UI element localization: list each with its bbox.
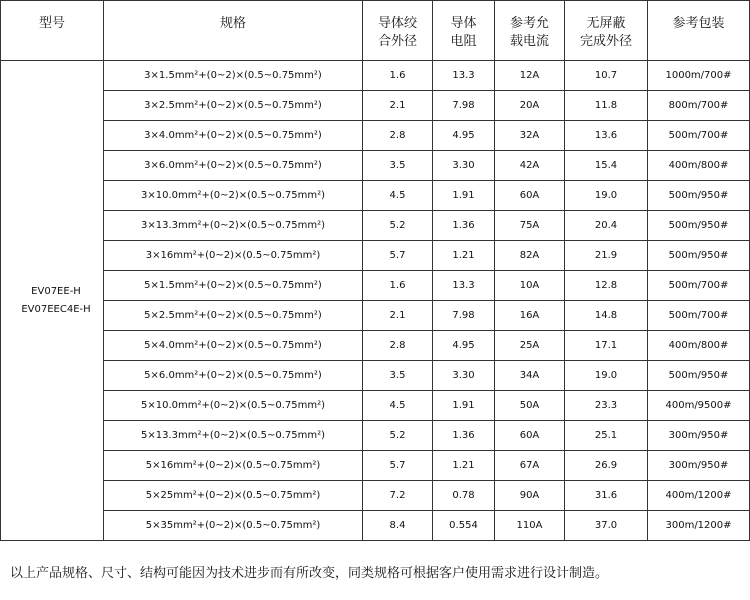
header-packaging: 参考包装 bbox=[648, 1, 750, 61]
header-spec: 规格 bbox=[104, 1, 363, 61]
table-row bbox=[1, 271, 750, 301]
spec-cell: 3×2.5mm²+(0~2)×(0.5~0.75mm²) bbox=[104, 91, 363, 121]
spec-cell: 3×16mm²+(0~2)×(0.5~0.75mm²) bbox=[104, 241, 363, 271]
spec-cell: 5×25mm²+(0~2)×(0.5~0.75mm²) bbox=[104, 481, 363, 511]
packaging-cell: 500m/950# bbox=[648, 211, 750, 241]
conductor-od-cell: 4.5 bbox=[363, 181, 433, 211]
packaging-cell: 300m/950# bbox=[648, 451, 750, 481]
table-row bbox=[1, 61, 750, 91]
packaging-cell: 800m/700# bbox=[648, 91, 750, 121]
conductor-od-cell: 5.2 bbox=[363, 211, 433, 241]
table-row bbox=[1, 421, 750, 451]
footnote: 以上产品规格、尺寸、结构可能因为技术进步而有所改变，同类规格可根据客户使用需求进行设计制造。 bbox=[10, 566, 609, 581]
resistance-cell: 1.21 bbox=[433, 451, 495, 481]
packaging-cell: 500m/700# bbox=[648, 121, 750, 151]
current-cell: 34A bbox=[495, 361, 565, 391]
current-cell: 60A bbox=[495, 181, 565, 211]
resistance-cell: 1.21 bbox=[433, 241, 495, 271]
resistance-cell: 13.3 bbox=[433, 61, 495, 91]
header-model: 型号 bbox=[1, 1, 104, 61]
spec-cell: 5×10.0mm²+(0~2)×(0.5~0.75mm²) bbox=[104, 391, 363, 421]
resistance-cell: 7.98 bbox=[433, 91, 495, 121]
conductor-od-cell: 4.5 bbox=[363, 391, 433, 421]
resistance-cell: 1.91 bbox=[433, 181, 495, 211]
current-cell: 60A bbox=[495, 421, 565, 451]
outer-diameter-cell: 31.6 bbox=[565, 481, 648, 511]
outer-diameter-cell: 37.0 bbox=[565, 511, 648, 541]
table-row bbox=[1, 211, 750, 241]
spec-cell: 3×6.0mm²+(0~2)×(0.5~0.75mm²) bbox=[104, 151, 363, 181]
current-cell: 75A bbox=[495, 211, 565, 241]
conductor-od-cell: 2.1 bbox=[363, 301, 433, 331]
header-conductor-od: 导体绞 合外径 bbox=[363, 1, 433, 61]
current-cell: 82A bbox=[495, 241, 565, 271]
outer-diameter-cell: 17.1 bbox=[565, 331, 648, 361]
conductor-od-cell: 2.8 bbox=[363, 121, 433, 151]
model-cell: EV07EE-H EV07EEC4E-H bbox=[1, 61, 104, 541]
packaging-cell: 400m/800# bbox=[648, 331, 750, 361]
current-cell: 110A bbox=[495, 511, 565, 541]
current-cell: 32A bbox=[495, 121, 565, 151]
conductor-od-cell: 2.1 bbox=[363, 91, 433, 121]
resistance-cell: 4.95 bbox=[433, 121, 495, 151]
conductor-od-cell: 8.4 bbox=[363, 511, 433, 541]
current-cell: 10A bbox=[495, 271, 565, 301]
resistance-cell: 1.36 bbox=[433, 211, 495, 241]
table-row bbox=[1, 181, 750, 211]
conductor-od-cell: 3.5 bbox=[363, 361, 433, 391]
spec-cell: 5×16mm²+(0~2)×(0.5~0.75mm²) bbox=[104, 451, 363, 481]
current-cell: 50A bbox=[495, 391, 565, 421]
resistance-cell: 13.3 bbox=[433, 271, 495, 301]
conductor-od-cell: 1.6 bbox=[363, 271, 433, 301]
current-cell: 42A bbox=[495, 151, 565, 181]
table-row bbox=[1, 391, 750, 421]
outer-diameter-cell: 13.6 bbox=[565, 121, 648, 151]
resistance-cell: 0.554 bbox=[433, 511, 495, 541]
spec-cell: 5×35mm²+(0~2)×(0.5~0.75mm²) bbox=[104, 511, 363, 541]
outer-diameter-cell: 26.9 bbox=[565, 451, 648, 481]
table-row bbox=[1, 241, 750, 271]
spec-cell: 3×4.0mm²+(0~2)×(0.5~0.75mm²) bbox=[104, 121, 363, 151]
table-row bbox=[1, 451, 750, 481]
outer-diameter-cell: 12.8 bbox=[565, 271, 648, 301]
current-cell: 12A bbox=[495, 61, 565, 91]
packaging-cell: 300m/1200# bbox=[648, 511, 750, 541]
resistance-cell: 3.30 bbox=[433, 361, 495, 391]
packaging-cell: 300m/950# bbox=[648, 421, 750, 451]
outer-diameter-cell: 15.4 bbox=[565, 151, 648, 181]
spec-cell: 5×2.5mm²+(0~2)×(0.5~0.75mm²) bbox=[104, 301, 363, 331]
table-row bbox=[1, 331, 750, 361]
conductor-od-cell: 7.2 bbox=[363, 481, 433, 511]
conductor-od-cell: 2.8 bbox=[363, 331, 433, 361]
table-row bbox=[1, 481, 750, 511]
conductor-od-cell: 5.7 bbox=[363, 241, 433, 271]
current-cell: 67A bbox=[495, 451, 565, 481]
current-cell: 25A bbox=[495, 331, 565, 361]
table-body bbox=[1, 61, 750, 541]
outer-diameter-cell: 20.4 bbox=[565, 211, 648, 241]
header-unshielded-od: 无屏蔽 完成外径 bbox=[565, 1, 648, 61]
spec-cell: 5×13.3mm²+(0~2)×(0.5~0.75mm²) bbox=[104, 421, 363, 451]
packaging-cell: 1000m/700# bbox=[648, 61, 750, 91]
resistance-cell: 1.91 bbox=[433, 391, 495, 421]
spec-cell: 5×6.0mm²+(0~2)×(0.5~0.75mm²) bbox=[104, 361, 363, 391]
conductor-od-cell: 5.7 bbox=[363, 451, 433, 481]
conductor-od-cell: 3.5 bbox=[363, 151, 433, 181]
outer-diameter-cell: 10.7 bbox=[565, 61, 648, 91]
outer-diameter-cell: 14.8 bbox=[565, 301, 648, 331]
packaging-cell: 500m/950# bbox=[648, 361, 750, 391]
current-cell: 90A bbox=[495, 481, 565, 511]
resistance-cell: 4.95 bbox=[433, 331, 495, 361]
header-resistance: 导体 电阻 bbox=[433, 1, 495, 61]
packaging-cell: 500m/700# bbox=[648, 301, 750, 331]
packaging-cell: 500m/950# bbox=[648, 241, 750, 271]
packaging-cell: 400m/1200# bbox=[648, 481, 750, 511]
packaging-cell: 400m/800# bbox=[648, 151, 750, 181]
conductor-od-cell: 1.6 bbox=[363, 61, 433, 91]
table-row bbox=[1, 91, 750, 121]
packaging-cell: 400m/9500# bbox=[648, 391, 750, 421]
outer-diameter-cell: 11.8 bbox=[565, 91, 648, 121]
resistance-cell: 1.36 bbox=[433, 421, 495, 451]
outer-diameter-cell: 19.0 bbox=[565, 361, 648, 391]
header-row bbox=[1, 1, 750, 61]
table-row bbox=[1, 301, 750, 331]
resistance-cell: 3.30 bbox=[433, 151, 495, 181]
table-row bbox=[1, 151, 750, 181]
resistance-cell: 7.98 bbox=[433, 301, 495, 331]
spec-cell: 5×4.0mm²+(0~2)×(0.5~0.75mm²) bbox=[104, 331, 363, 361]
current-cell: 16A bbox=[495, 301, 565, 331]
packaging-cell: 500m/950# bbox=[648, 181, 750, 211]
conductor-od-cell: 5.2 bbox=[363, 421, 433, 451]
spec-cell: 5×1.5mm²+(0~2)×(0.5~0.75mm²) bbox=[104, 271, 363, 301]
outer-diameter-cell: 21.9 bbox=[565, 241, 648, 271]
resistance-cell: 0.78 bbox=[433, 481, 495, 511]
header-current: 参考允 载电流 bbox=[495, 1, 565, 61]
spec-cell: 3×13.3mm²+(0~2)×(0.5~0.75mm²) bbox=[104, 211, 363, 241]
outer-diameter-cell: 23.3 bbox=[565, 391, 648, 421]
outer-diameter-cell: 19.0 bbox=[565, 181, 648, 211]
spec-cell: 3×10.0mm²+(0~2)×(0.5~0.75mm²) bbox=[104, 181, 363, 211]
table-row bbox=[1, 361, 750, 391]
spec-cell: 3×1.5mm²+(0~2)×(0.5~0.75mm²) bbox=[104, 61, 363, 91]
table-row bbox=[1, 121, 750, 151]
table-row bbox=[1, 511, 750, 541]
outer-diameter-cell: 25.1 bbox=[565, 421, 648, 451]
current-cell: 20A bbox=[495, 91, 565, 121]
packaging-cell: 500m/700# bbox=[648, 271, 750, 301]
